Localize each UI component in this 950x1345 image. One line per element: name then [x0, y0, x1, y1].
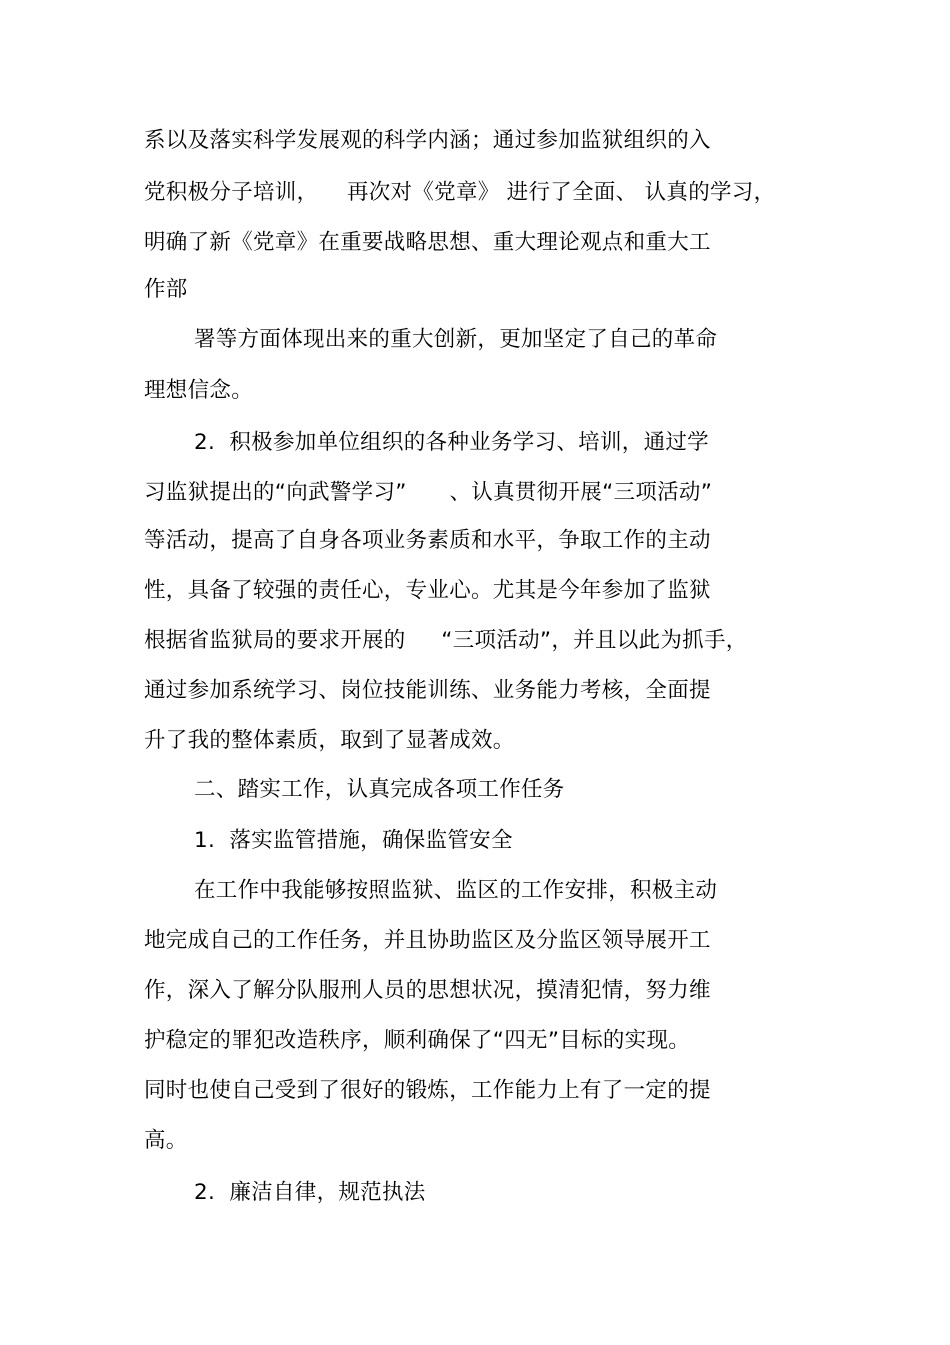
- subsection-heading: 2. 廉洁自律，规范执法: [194, 1180, 426, 1205]
- text-line: 作，深入了解分队服刑人员的思想状况，摸清犯情，努力维: [144, 978, 711, 1003]
- text-line: 根据省监狱局的要求开展的 “三项活动”，并且以此为抓手，: [144, 628, 748, 653]
- section-heading: 二、踏实工作，认真完成各项工作任务: [194, 777, 565, 802]
- text-line: 理想信念。: [144, 378, 254, 403]
- text-line: 性，具备了较强的责任心，专业心。尤其是今年参加了监狱: [144, 578, 711, 603]
- list-item-number-2: 2. 积极参加单位组织的各种业务学习、培训，通过学: [194, 430, 709, 455]
- text-line: 护稳定的罪犯改造秩序，顺利确保了“四无”目标的实现。: [144, 1028, 691, 1053]
- text-line: 明确了新《党章》在重要战略思想、重大理论观点和重大工: [144, 230, 711, 255]
- text-line: 地完成自己的工作任务，并且协助监区及分监区领导展开工: [144, 928, 711, 953]
- subsection-heading: 1. 落实监管措施，确保监管安全: [194, 828, 513, 853]
- text-line: 在工作中我能够按照监狱、监区的工作安排，积极主动: [194, 878, 718, 903]
- text-line: 作部: [144, 277, 188, 302]
- text-line: 习监狱提出的“向武警学习” 、认真贯彻开展“三项活动”: [144, 480, 713, 505]
- text-line: 署等方面体现出来的重大创新，更加坚定了自己的革命: [194, 327, 718, 352]
- text-line: 升了我的整体素质，取到了显著成效。: [144, 728, 515, 753]
- text-line: 党积极分子培训， 再次对《党章》 进行了全面、 认真的学习，: [144, 180, 776, 205]
- text-line: 等活动，提高了自身各项业务素质和水平，争取工作的主动: [144, 528, 711, 553]
- text-line: 系以及落实科学发展观的科学内涵；通过参加监狱组织的入: [144, 128, 711, 153]
- text-line: 通过参加系统学习、岗位技能训练、业务能力考核，全面提: [144, 678, 711, 703]
- text-line: 同时也使自己受到了很好的锻炼，工作能力上有了一定的提: [144, 1078, 711, 1103]
- text-line: 高。: [144, 1128, 188, 1153]
